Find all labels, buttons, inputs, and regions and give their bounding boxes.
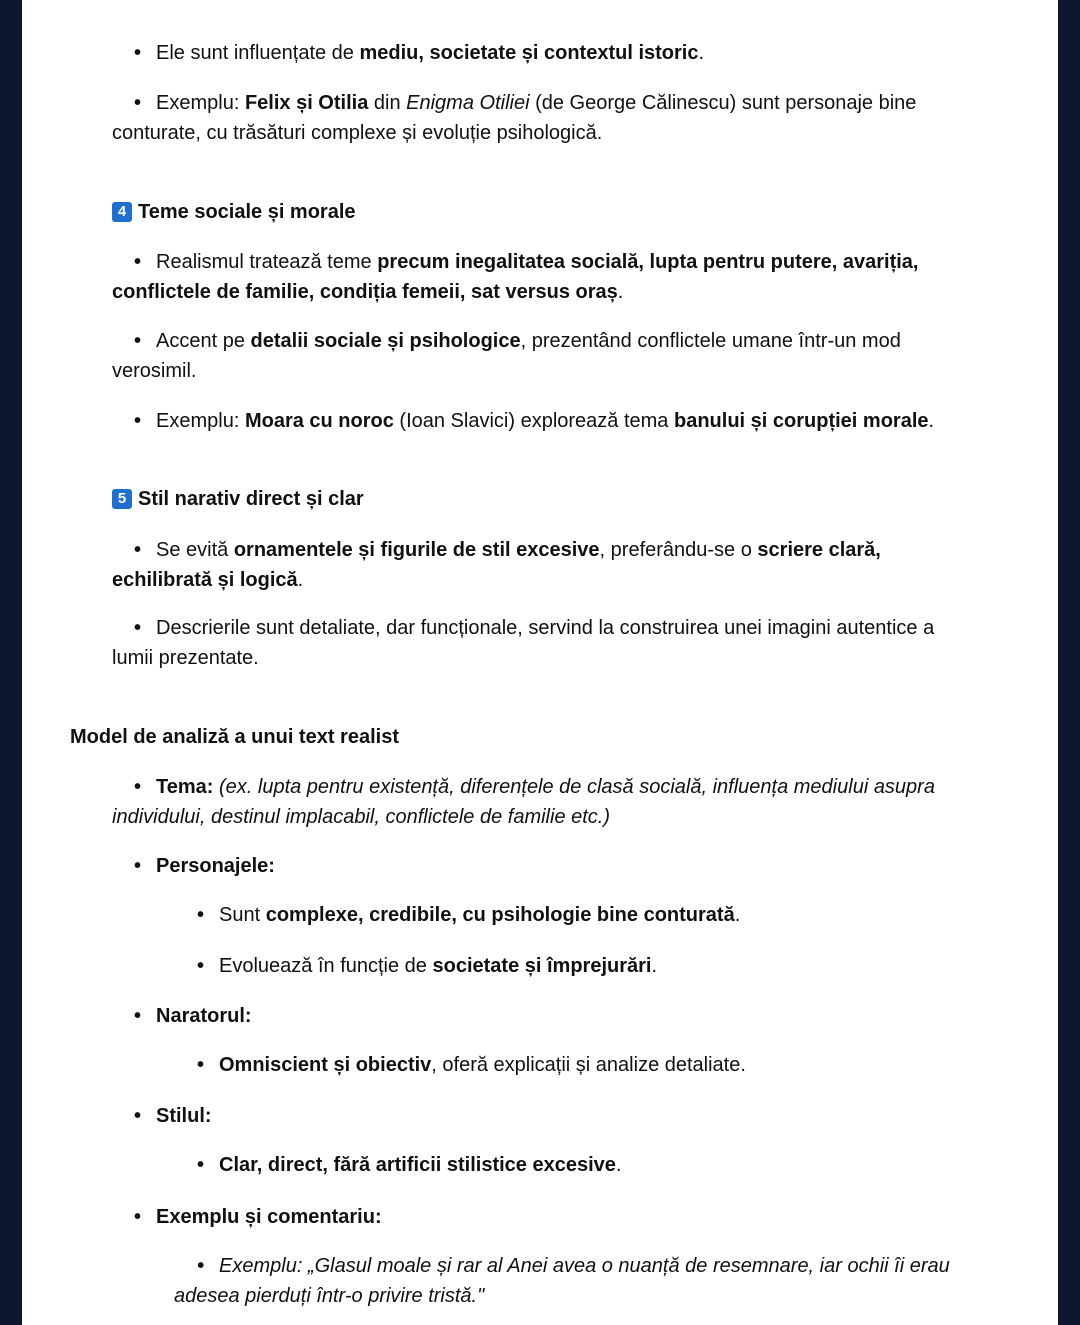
list-item: • Personajele:	[134, 851, 1014, 881]
list-item: • Tema: (ex. lupta pentru existență, diferențele de clasă socială, influența mediului asupra individului, destinul implacabil, conflictele de familie etc.)	[112, 772, 1012, 832]
bullet-icon: •	[134, 855, 142, 877]
bullet-icon: •	[134, 539, 142, 561]
bullet-icon: •	[134, 92, 142, 114]
list-item: • Sunt complexe, credibile, cu psihologie bine conturată.	[197, 900, 997, 930]
list-item: • Exemplu: Moara cu noroc (Ioan Slavici) explorează tema banului și corupției morale.	[134, 406, 1034, 436]
list-item: • Ele sunt influențate de mediu, societate și contextul istoric.	[134, 38, 1014, 68]
bullet-icon: •	[134, 1105, 142, 1127]
list-item: • Descrierile sunt detaliate, dar funcționale, servind la construirea unei imagini autentice a lumii prezentate.	[112, 613, 1012, 673]
bullet-icon: •	[197, 955, 205, 977]
bullet-icon: •	[134, 330, 142, 352]
bullet-icon: •	[134, 410, 142, 432]
list-item: • Stilul:	[134, 1101, 1014, 1131]
bullet-icon: •	[197, 904, 205, 926]
list-item: • Realismul tratează teme precum inegalitatea socială, lupta pentru putere, avariția, conflictele de familie, condiția femeii, sat versus oraș.	[112, 247, 992, 307]
document-page	[22, 0, 1058, 1325]
page-subtitle: Model de analiză a unui text realist	[70, 726, 399, 748]
bullet-icon: •	[134, 42, 142, 64]
bullet-icon: •	[134, 1206, 142, 1228]
list-item: • Naratorul:	[134, 1001, 1014, 1031]
section-heading: 4 Teme sociale și morale	[112, 197, 356, 227]
list-item: • Se evită ornamentele și figurile de stil excesive, preferându-se o scriere clară, echilibrată și logică.	[112, 535, 992, 595]
list-item: • Omniscient și obiectiv, oferă explicații și analize detaliate.	[197, 1050, 997, 1080]
list-item: • Accent pe detalii sociale și psihologice, prezentând conflictele umane într-un mod verosimil.	[112, 326, 992, 386]
list-item: • Evoluează în funcție de societate și împrejurări.	[197, 951, 997, 981]
number-4-icon: 4	[112, 202, 132, 222]
bullet-icon: •	[134, 251, 142, 273]
bullet-icon: •	[197, 1154, 205, 1176]
bullet-icon: •	[134, 617, 142, 639]
list-item: • Exemplu și comentariu:	[134, 1202, 1014, 1232]
bullet-icon: •	[197, 1054, 205, 1076]
bullet-icon: •	[134, 1005, 142, 1027]
bullet-icon: •	[197, 1255, 205, 1277]
list-item: • Clar, direct, fără artificii stilistice excesive.	[197, 1150, 997, 1180]
number-5-icon: 5	[112, 489, 132, 509]
bullet-icon: •	[134, 776, 142, 798]
list-item: • Exemplu: „Glasul moale și rar al Anei avea o nuanță de resemnare, iar ochii îi erau adesea pierduți într-o privire tristă."	[174, 1251, 1014, 1311]
section-heading: 5 Stil narativ direct și clar	[112, 484, 364, 514]
list-item: • Exemplu: Felix și Otilia din Enigma Otiliei (de George Călinescu) sunt personaje bine conturate, cu trăsături complexe și evoluție psihologică.	[112, 88, 992, 148]
